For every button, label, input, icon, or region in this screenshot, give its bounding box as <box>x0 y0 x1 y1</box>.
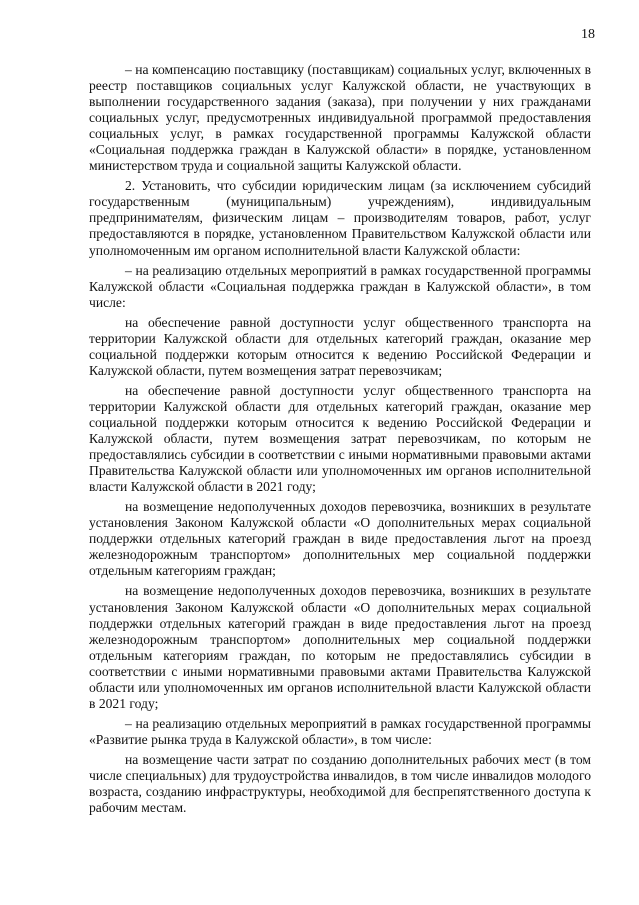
page-number: 18 <box>581 27 595 42</box>
paragraph-public-transport-access: на обеспечение равной доступности услуг общественного транспорта на территории Калужской области для отдельных категорий граждан, оказание мер социальной поддержки которым относится к ведению Российской Федерации и Калужской области, путем возмещения затрат перевозчикам; <box>89 314 591 378</box>
paragraph-railway-income-compensation: на возмещение недополученных доходов перевозчика, возникших в результате установления Законом Калужской области «О дополнительных мерах социальной поддержки отдельных категорий граждан в виде предоставления льгот на проезд железнодорожным транспортом» дополнительных мер социальной поддержки отдельным категориям граждан; <box>89 499 591 579</box>
paragraph-social-support-program: – на реализацию отдельных мероприятий в рамках государственной программы Калужской области «Социальная поддержка граждан в Калужской области», в том числе: <box>89 262 591 310</box>
paragraph-labor-market-program: – на реализацию отдельных мероприятий в рамках государственной программы «Развитие рынка труда в Калужской области», в том числе: <box>89 715 591 747</box>
paragraph-public-transport-access-2021: на обеспечение равной доступности услуг общественного транспорта на территории Калужской области для отдельных категорий граждан, оказание мер социальной поддержки которым относится к ведению Российской Федерации и Калужской области, путем возмещения затрат перевозчикам, по которым не предоставлялись субсидии в соответствии с иными нормативными правовыми актами Правительства Калужской области или уполномоченных им органов исполнительной власти Калужской области в 2021 году; <box>89 382 591 495</box>
document-body <box>89 62 591 820</box>
paragraph-disabled-workplaces: на возмещение части затрат по созданию дополнительных рабочих мест (в том числе специальных) для трудоустройства инвалидов, в том числе инвалидов молодого возраста, созданию инфраструктуры, необходимой для беспрепятственного доступа к рабочим местам. <box>89 751 591 816</box>
paragraph-railway-income-compensation-2021: на возмещение недополученных доходов перевозчика, возникших в результате установления Законом Калужской области «О дополнительных мерах социальной поддержки отдельных категорий граждан в виде предоставления льгот на проезд железнодорожным транспортом» дополнительных мер социальной поддержки отдельным категориям граждан, по которым не предоставлялись субсидии в соответствии с иными нормативными правовыми актами Правительства Калужской области или уполномоченных им органов исполнительной власти Калужской области в 2021 году; <box>89 583 591 711</box>
paragraph-subsidies-order: 2. Установить, что субсидии юридическим лицам (за исключением субсидий государственным (муниципальным) учреждениям), индивидуальным предпринимателям, физическим лицам – производителям товаров, работ, услуг предоставляются в порядке, установленном Правительством Калужской области или уполномоченным им органом исполнительной власти Калужской области: <box>89 178 591 258</box>
paragraph-compensation-suppliers: – на компенсацию поставщику (поставщикам) социальных услуг, включенных в реестр поставщиков социальных услуг Калужской области, не участвующих в выполнении государственного задания (заказа), при получении у них гражданами социальных услуг, предусмотренных индивидуальной программой предоставления социальных услуг, в рамках государственной программы Калужской области «Социальная поддержка граждан в Калужской области» в порядке, установленном министерством труда и социальной защиты Калужской области. <box>89 62 591 174</box>
